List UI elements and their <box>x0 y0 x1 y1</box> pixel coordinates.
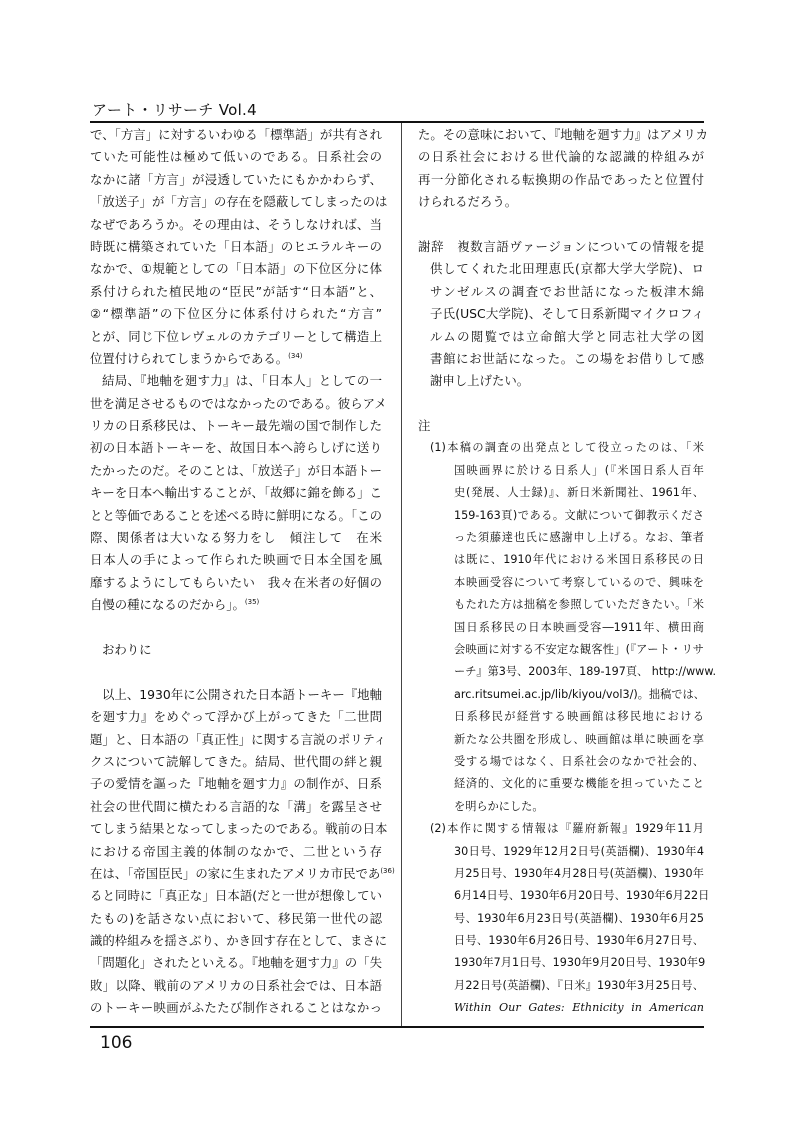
text-line <box>90 437 382 459</box>
text-line <box>90 930 388 952</box>
line-text: 時既に構築されていた「日本語」のヒエラルキーの <box>90 238 382 254</box>
line-text: 30日号、1929年12月2日号(英語欄)、1930年4 <box>454 844 704 858</box>
line-text: 系付けられた植民地の“臣民”が話す“日本語”と、 <box>90 283 382 299</box>
line-text: 国映画界に於ける日系人」(『米国日系人百年 <box>454 463 704 477</box>
line-text: なかで、①規範としての「日本語」の下位区分に体 <box>90 261 382 277</box>
text-line <box>418 527 704 549</box>
text-line <box>90 684 382 706</box>
line-text: 月22日号(英語欄)、『日米』1930年3月25日号、 <box>454 978 704 992</box>
line-text: サンゼルスの調査でお世話になった板津木綿 <box>430 283 704 299</box>
text-line <box>90 908 382 930</box>
line-text: った須藤達也氏に感謝申し上げる。なお、筆者 <box>454 531 704 545</box>
line-text: ルムの閲覧では立命館大学と同志社大学の図 <box>430 328 704 344</box>
text-line <box>418 236 704 258</box>
line-text: リカの日系移民は、トーキー最先端の国で制作した <box>90 418 382 434</box>
text-line <box>90 885 382 907</box>
line-text: もたれた方は拙稿を参照していただきたい。「米 <box>454 598 704 612</box>
text-line <box>90 706 382 728</box>
line-text: 子氏(USC大学院)、そして日系新聞マイクロフィ <box>430 306 704 322</box>
line-text: 日号、1930年6月26日号、1930年6月27日号、 <box>454 934 704 948</box>
line-text: 敗」以降、戦前のアメリカの日系社会では、日本語 <box>90 977 382 993</box>
blank-line <box>418 214 704 236</box>
text-line <box>418 908 704 930</box>
line-text: 月25日号、1930年4月28日号(英語欄)、1930年 <box>454 866 704 880</box>
line-text: ていた可能性は極めて低いのである。日系社会の <box>90 149 382 165</box>
line-text: とと等価であることを述べる時に鮮明になる。「この <box>90 507 382 523</box>
text-line <box>418 303 704 325</box>
line-text: 供してくれた北田理恵氏(京都大学大学院)、ロ <box>430 261 704 277</box>
line-text: 1930年7月1日号、1930年9月20日号、1930年9 <box>454 956 706 970</box>
text-line <box>90 997 382 1019</box>
line-text: 謝辞 複数言語ヴァージョンについての情報を提 <box>418 238 704 254</box>
text-line <box>418 952 704 974</box>
line-text: 会映画に対する不安定な観客性」(『アート・リサ <box>454 642 704 656</box>
line-text: 在は、「帝国臣民」の家に生まれたアメリカ市民であ <box>90 865 381 881</box>
text-line <box>418 191 704 213</box>
line-text: 初の日本語トーキーを、故国日本へ誇らしげに送り <box>90 440 382 456</box>
text-line <box>418 639 704 661</box>
text-line <box>418 370 704 392</box>
blank-line <box>90 617 382 639</box>
line-text: を明らかにした。 <box>454 799 544 813</box>
text-line <box>90 975 382 997</box>
line-text: ーチ』第3号、2003年、189-197頁、 http://www. <box>454 665 717 679</box>
text-line <box>90 482 382 504</box>
running-header: アート・リサーチ Vol.4 <box>92 101 257 119</box>
line-text: 「放送子」が「方言」の存在を隠蔽してしまったのは <box>90 194 388 210</box>
text-line <box>418 930 704 952</box>
line-text: (2)本作に関する情報は『羅府新報』1929年11月 <box>430 822 704 836</box>
text-line <box>418 505 704 527</box>
text-line <box>90 169 382 191</box>
text-line <box>418 326 704 348</box>
line-text: 靡するようにしてもらいたい 我々在米者の好個の <box>90 574 382 590</box>
text-line <box>418 706 704 728</box>
text-line <box>418 617 704 639</box>
text-line <box>418 482 704 504</box>
line-text: キーを日本へ輸出することが、「故郷に錦を飾る」こ <box>90 485 382 501</box>
text-line <box>90 841 382 863</box>
line-text: なぜであろうか。その理由は、そうしなければ、当 <box>90 216 382 232</box>
line-text: とが、同じ下位レヴェルのカテゴリーとして構造上 <box>90 328 382 344</box>
text-line <box>90 594 382 616</box>
line-text: た。その意味において、『地軸を廻す力』はアメリカ <box>418 127 709 142</box>
text-line <box>418 684 704 706</box>
text-line <box>418 729 704 751</box>
text-line <box>90 146 382 168</box>
line-text: 社会の世代間に横たわる言語的な「溝」を露呈させ <box>90 798 382 814</box>
column-divider <box>401 123 402 1026</box>
text-line <box>90 415 382 437</box>
text-line <box>90 393 387 415</box>
text-line <box>418 415 704 437</box>
line-text: おわりに <box>102 641 152 657</box>
header-rule <box>90 121 704 123</box>
text-line <box>418 258 704 280</box>
text-line <box>418 818 704 840</box>
line-text: のトーキー映画がふたたび制作されることはなかっ <box>90 1000 382 1016</box>
text-line <box>418 437 704 459</box>
blank-line <box>90 661 382 683</box>
line-text: 6月14日号、1930年6月20日号、1930年6月22日 <box>454 889 710 903</box>
text-line <box>90 639 382 661</box>
text-line <box>90 303 382 325</box>
line-text: で、「方言」に対するいわゆる「標準語」が共有され <box>90 127 382 142</box>
text-line <box>90 952 382 974</box>
page-number: 106 <box>100 1033 133 1053</box>
footer-rule <box>90 1026 704 1028</box>
left-column <box>90 124 395 1020</box>
text-line <box>90 326 382 348</box>
line-text: 「問題化」されたといえる。『地軸を廻す力』の「失 <box>90 955 382 971</box>
line-text: 自慢の種になるのだから」。 <box>90 597 245 613</box>
text-line <box>418 594 704 616</box>
line-text: 識的枠組みを揺さぶり、かき回す存在として、まさに <box>90 933 388 949</box>
line-text: arc.ritsumei.ac.jp/lib/kiyou/vol3/)。拙稿では、 <box>454 687 705 701</box>
line-text: 日系移民が経営する映画館は移民地における <box>454 710 704 724</box>
text-line <box>418 348 704 370</box>
line-text: 再一分節化される転換期の作品であったと位置付 <box>418 171 704 187</box>
text-line <box>90 773 382 795</box>
text-line <box>90 796 382 818</box>
text-line <box>90 370 382 392</box>
text-line <box>418 572 704 594</box>
line-text: 経済的、文化的に重要な機能を担っていたこと <box>454 777 704 791</box>
text-line <box>418 549 704 571</box>
text-line <box>90 348 382 370</box>
text-line <box>418 281 704 303</box>
line-text: 世を満足させるものではなかったのである。彼らアメ <box>90 395 387 411</box>
line-text: 子の愛情を謳った『地軸を廻す力』の制作が、日系 <box>90 776 382 792</box>
text-line <box>418 169 704 191</box>
line-text: なかに諸「方言」が浸透していたにもかかわらず、 <box>90 171 382 187</box>
line-text: 注 <box>418 418 431 434</box>
line-text: 史(発展、人士録)』、新日米新聞社、1961年、 <box>454 486 704 500</box>
line-text: 以上、1930年に公開された日本語トーキー『地軸 <box>102 686 382 702</box>
line-text: 受する場ではなく、日系社会のなかで社会的、 <box>454 754 704 768</box>
text-line <box>418 751 704 773</box>
text-line <box>90 729 387 751</box>
line-text: を廻す力』をめぐって浮かび上がってきた「二世問 <box>90 709 382 725</box>
text-line <box>90 236 382 258</box>
footnote-marker: (36) <box>380 866 395 875</box>
text-line <box>90 505 382 527</box>
text-line <box>90 191 388 213</box>
text-line <box>90 124 382 146</box>
line-text: における帝国主義的体制のなかで、二世という存 <box>90 843 382 859</box>
line-text: 国日系移民の日本映画受容―1911年、横田商 <box>454 620 704 634</box>
text-line <box>90 751 382 773</box>
text-line <box>418 885 710 907</box>
blank-line <box>418 393 704 415</box>
line-text: (1)本稿の調査の出発点として役立ったのは、「米 <box>430 441 704 455</box>
line-text: 本映画受容について考察しているので、興味を <box>454 575 704 589</box>
text-line <box>90 214 382 236</box>
text-line <box>90 527 382 549</box>
text-line <box>90 818 388 840</box>
line-text: たもの)を話さない点において、移民第一世代の認 <box>90 910 382 926</box>
line-text: たかったのだ。そのことは、「放送子」が日本語トー <box>90 462 382 478</box>
line-text: てしまう結果となってしまったのである。戦前の日本 <box>90 821 388 837</box>
text-line <box>418 796 704 818</box>
line-text: 題」と、日本語の「真正性」に関する言説のポリティ <box>90 731 387 747</box>
text-line <box>418 460 704 482</box>
text-line <box>418 773 704 795</box>
line-text: クスについて読解してきた。結局、世代間の絆と親 <box>90 753 382 769</box>
line-text: 際、関係者は大いなる努力をし 傾注して 在米 <box>90 530 382 546</box>
line-text: は既に、1910年代における米国日系移民の日 <box>454 553 704 567</box>
line-text: 号、1930年6月23日号(英語欄)、1930年6月25 <box>454 911 704 925</box>
line-text: 結局、『地軸を廻す力』は、「日本人」としての一 <box>102 373 382 389</box>
line-text: 位置付けられてしまうからである。 <box>90 350 289 366</box>
line-text: 159-163頁)である。文献について御教示くださ <box>454 508 704 522</box>
text-line <box>418 146 704 168</box>
text-line <box>90 460 382 482</box>
text-line <box>418 841 704 863</box>
text-line <box>418 997 704 1019</box>
text-line <box>90 549 382 571</box>
line-text: ると同時に「真正な」日本語(だと一世が想像してい <box>90 888 382 904</box>
line-text: 日本人の手によって作られた映画で日本全国を風 <box>90 552 382 568</box>
line-text: 書館にお世話になった。この場をお借りして感 <box>430 350 704 366</box>
text-line <box>90 572 382 594</box>
line-text: 謝申し上げたい。 <box>430 373 530 389</box>
line-text: Within Our Gates: Ethnicity in American <box>454 1001 704 1015</box>
text-line <box>418 124 709 146</box>
text-line <box>418 975 704 997</box>
footnote-marker: (35) <box>244 598 260 607</box>
footnote-marker: (34) <box>288 351 303 360</box>
text-line <box>418 863 704 885</box>
line-text: けられるだろう。 <box>418 194 518 210</box>
text-line <box>90 281 382 303</box>
text-line <box>90 863 395 885</box>
line-text: 新たな公共圏を形成し、映画館は単に映画を享 <box>454 732 704 746</box>
text-line <box>418 661 717 683</box>
text-line <box>90 258 382 280</box>
line-text: の日系社会における世代論的な認識的枠組みが <box>418 149 704 165</box>
line-text: ②“標準語”の下位区分に体系付けられた“方言” <box>90 306 382 322</box>
right-column <box>418 124 717 1020</box>
